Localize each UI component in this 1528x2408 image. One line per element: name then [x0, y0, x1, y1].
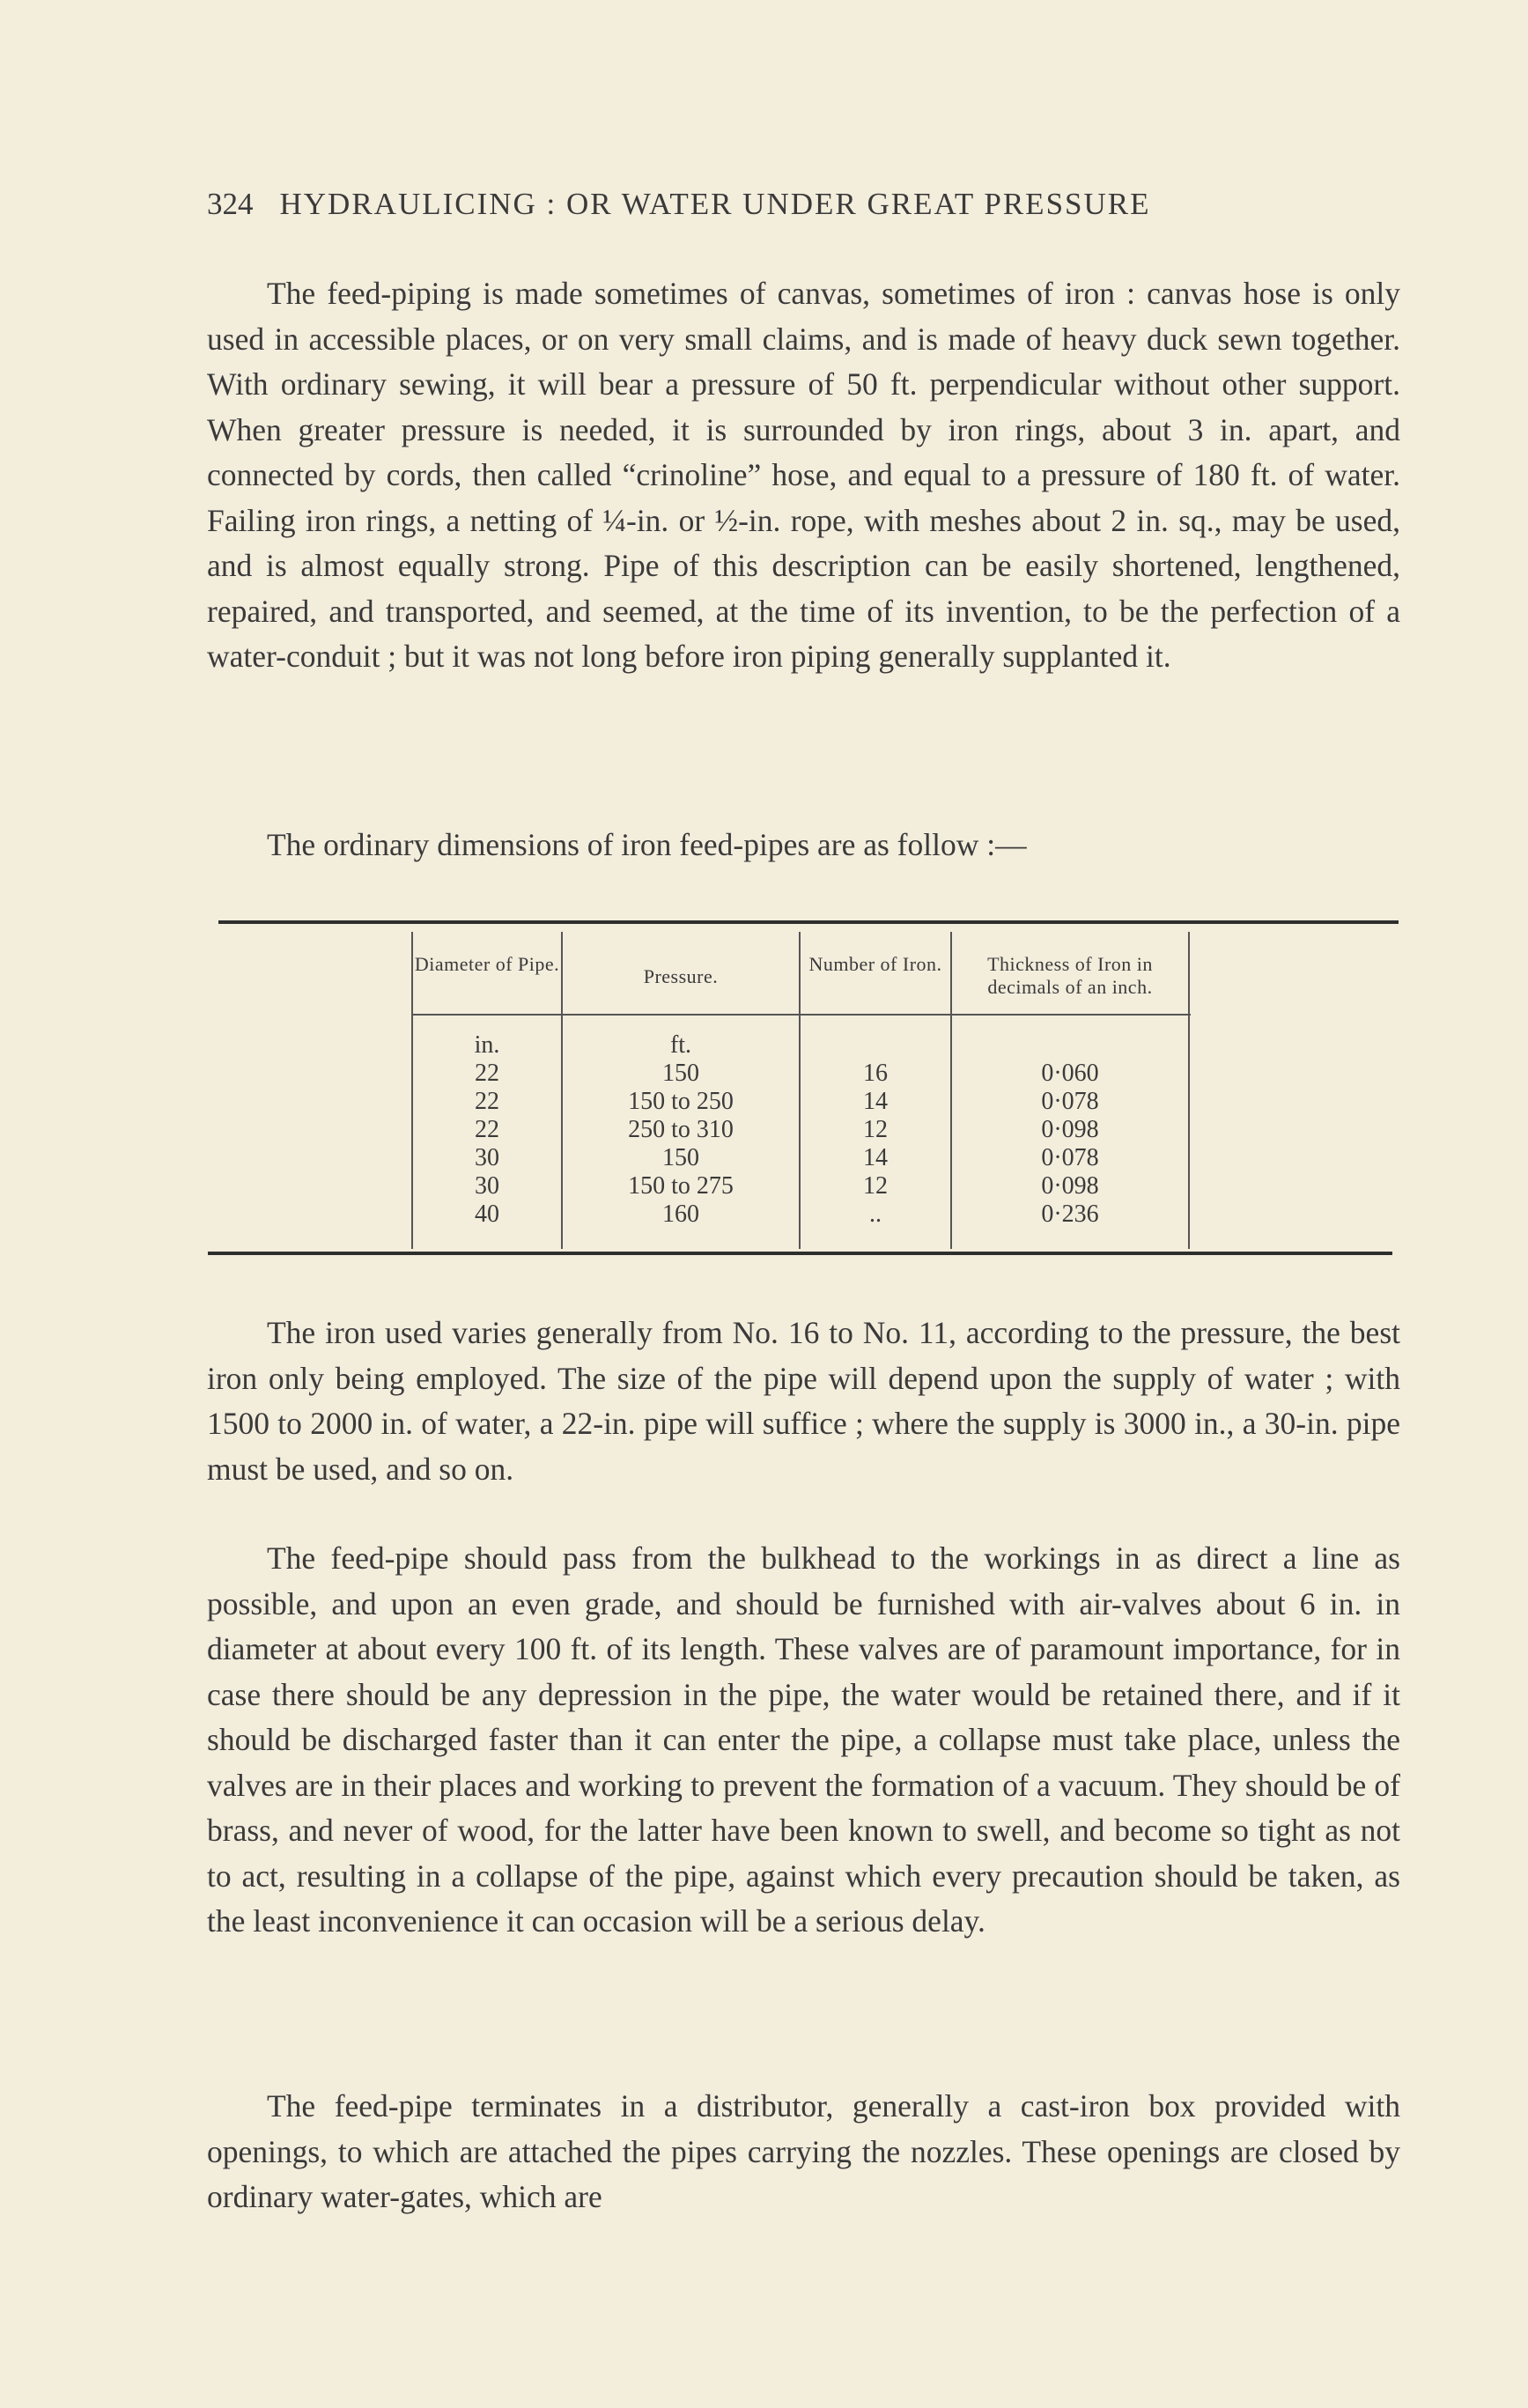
- column-number: [801, 1031, 950, 1229]
- column-thickness: [952, 1031, 1188, 1229]
- paragraph-air-valves: The feed-pipe should pass from the bulkhead to the workings in as direct a line as possible, and upon an even grade, and should be furnished with air-valves about 6 in. in diameter at about every 100 ft. of its length. These valves are of paramount importance, for in case there should be any depression in the pipe, the water would be retained there, and if it should be discharged faster than it can enter the pipe, a collapse must take place, unless the valves are in their places and working to prevent the formation of a vacuum. They should be of brass, and never of wood, for the latter have been known to swell, and become so tight as not to act, resulting in a collapse of the pipe, against which every precaution should be taken, as the least inconvenience it can occasion will be a serious delay.: [207, 1540, 1400, 1939]
- table-cell: 14: [863, 1144, 888, 1171]
- unit-label: ft.: [669, 1031, 692, 1059]
- table-cell: 30: [475, 1144, 499, 1171]
- table-col-divider: [1188, 932, 1190, 1249]
- table-cell: 0·060: [1041, 1060, 1099, 1087]
- header-diameter: Diameter of Pipe.: [414, 953, 560, 975]
- table-cell: 0·098: [1041, 1116, 1099, 1143]
- table-cell: 12: [863, 1116, 888, 1143]
- unit-label: in.: [474, 1031, 500, 1059]
- column-pressure: [563, 1031, 799, 1229]
- paragraph-table-intro: The ordinary dimensions of iron feed-pipes are as follow :—: [267, 827, 1027, 862]
- paragraph-distributor: The feed-pipe terminates in a distributor, generally a cast-iron box provided with openings, to which are attached the pipes carrying the nozzles. These openings are closed by ordinary water-gates, which are: [207, 2088, 1400, 2214]
- table-cell: 0·078: [1041, 1144, 1099, 1171]
- table-cell: 150 to 250: [628, 1088, 734, 1115]
- table-cell: 150: [662, 1144, 699, 1171]
- table-cell: 40: [475, 1200, 499, 1228]
- paragraph-iron-used: The iron used varies generally from No. 16 to No. 11, according to the pressure, the best iron only being employed. The size of the pipe will depend upon the supply of water ; with 1500 to 2000 in. of water, a 22-in. pipe will suffice ; where the supply is 3000 in., a 30-in. pipe must be used, and so on.: [207, 1315, 1400, 1487]
- table-cell: 150: [662, 1060, 699, 1087]
- running-header: [207, 187, 1281, 222]
- header-number: Number of Iron.: [808, 953, 942, 975]
- table-header-rule: [411, 1014, 1191, 1016]
- header-pressure: Pressure.: [643, 965, 719, 987]
- table-cell: 22: [475, 1088, 499, 1115]
- table-cell: 30: [475, 1172, 499, 1200]
- table-cell: 12: [863, 1172, 888, 1200]
- table-cell: 250 to 310: [628, 1116, 734, 1143]
- table-cell: 22: [475, 1116, 499, 1143]
- running-title: HYDRAULICING : OR WATER UNDER GREAT PRESSURE: [279, 187, 1151, 221]
- table-cell: 22: [475, 1060, 499, 1087]
- header-thickness: Thickness of Iron in decimals of an inch.: [987, 953, 1153, 998]
- table-cell: ..: [869, 1200, 882, 1228]
- table-cell: 14: [863, 1088, 888, 1115]
- paragraph-canvas-hose: The feed-piping is made sometimes of canvas, sometimes of iron : canvas hose is only used in accessible places, or on very small claims, and is made of heavy duck sewn together. With ordinary sewing, it will bear a pressure of 50 ft. perpendicular without other support. When greater pressure is needed, it is surrounded by iron rings, about 3 in. apart, and connected by cords, then called “crinoline” hose, and equal to a pressure of 180 ft. of water. Failing iron rings, a netting of ¼-in. or ½-in. rope, with meshes about 2 in. sq., may be used, and is almost equally strong. Pipe of this description can be easily shortened, lengthened, repaired, and transported, and seemed, at the time of its invention, to be the perfection of a water-conduit ; but it was not long before iron piping generally supplanted it.: [207, 276, 1400, 674]
- column-diameter: [413, 1031, 561, 1229]
- table-cell: 0·098: [1041, 1172, 1099, 1200]
- table-cell: 0·236: [1041, 1200, 1099, 1228]
- table-cell: 150 to 275: [628, 1172, 734, 1200]
- table-cell: 160: [662, 1200, 699, 1228]
- table-top-rule: [218, 920, 1399, 924]
- page-number: 324: [207, 187, 254, 221]
- table-cell: 0·078: [1041, 1088, 1099, 1115]
- table-cell: 16: [863, 1060, 888, 1087]
- table-bottom-rule: [208, 1252, 1392, 1255]
